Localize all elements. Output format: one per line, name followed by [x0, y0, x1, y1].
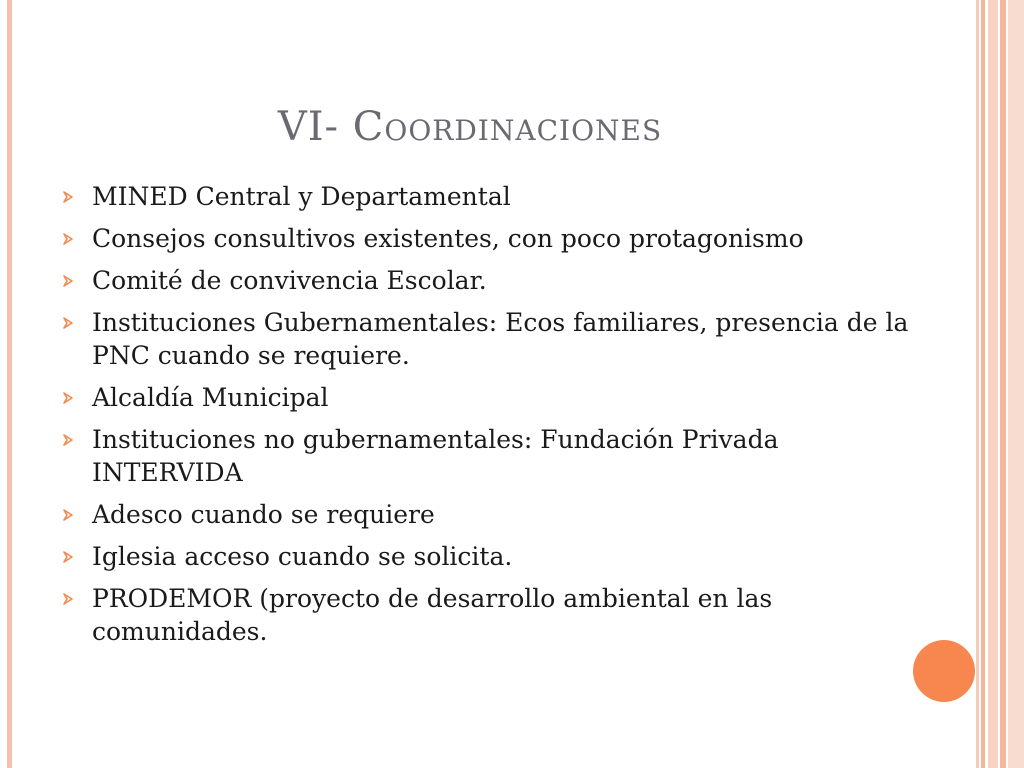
bullet-item	[62, 180, 912, 213]
bullet-item	[62, 582, 912, 648]
bullet-item	[62, 498, 912, 531]
arrowhead-bullet-icon	[62, 191, 74, 203]
bullet-text: MINED Central y Departamental	[92, 182, 511, 211]
arrowhead-bullet-icon	[62, 233, 74, 245]
bullet-text: Iglesia acceso cuando se solicita.	[92, 542, 513, 571]
bullet-item	[62, 423, 912, 489]
bullet-text: Alcaldía Municipal	[92, 383, 329, 412]
arrowhead-bullet-icon	[62, 317, 74, 329]
bullet-text: Adesco cuando se requiere	[92, 500, 435, 529]
bullet-text: PRODEMOR (proyecto de desarrollo ambiental en las comunidades.	[92, 584, 773, 646]
bullet-text: Consejos consultivos existentes, con poco protagonismo	[92, 224, 804, 253]
right-stripe	[981, 0, 985, 768]
bullet-item	[62, 222, 912, 255]
bullet-text: Comité de convivencia Escolar.	[92, 266, 487, 295]
slide-title: VI- Coordinaciones	[277, 104, 663, 150]
right-stripe	[976, 0, 979, 768]
right-stripe	[1008, 0, 1024, 768]
orange-circle-decoration	[913, 640, 975, 702]
bullet-item	[62, 540, 912, 573]
right-stripe	[1000, 0, 1006, 768]
arrowhead-bullet-icon	[62, 275, 74, 287]
bullet-item	[62, 264, 912, 297]
arrowhead-bullet-icon	[62, 509, 74, 521]
bullet-text: Instituciones Gubernamentales: Ecos familiares, presencia de la PNC cuando se requiere.	[92, 308, 909, 370]
arrowhead-bullet-icon	[62, 434, 74, 446]
bullet-item	[62, 381, 912, 414]
right-border-stripes	[976, 0, 1024, 768]
bullet-item	[62, 306, 912, 372]
right-stripe	[988, 0, 998, 768]
bullet-list	[62, 180, 912, 657]
arrowhead-bullet-icon	[62, 551, 74, 563]
arrowhead-bullet-icon	[62, 593, 74, 605]
bullet-text: Instituciones no gubernamentales: Fundación Privada INTERVIDA	[92, 425, 779, 487]
arrowhead-bullet-icon	[62, 392, 74, 404]
